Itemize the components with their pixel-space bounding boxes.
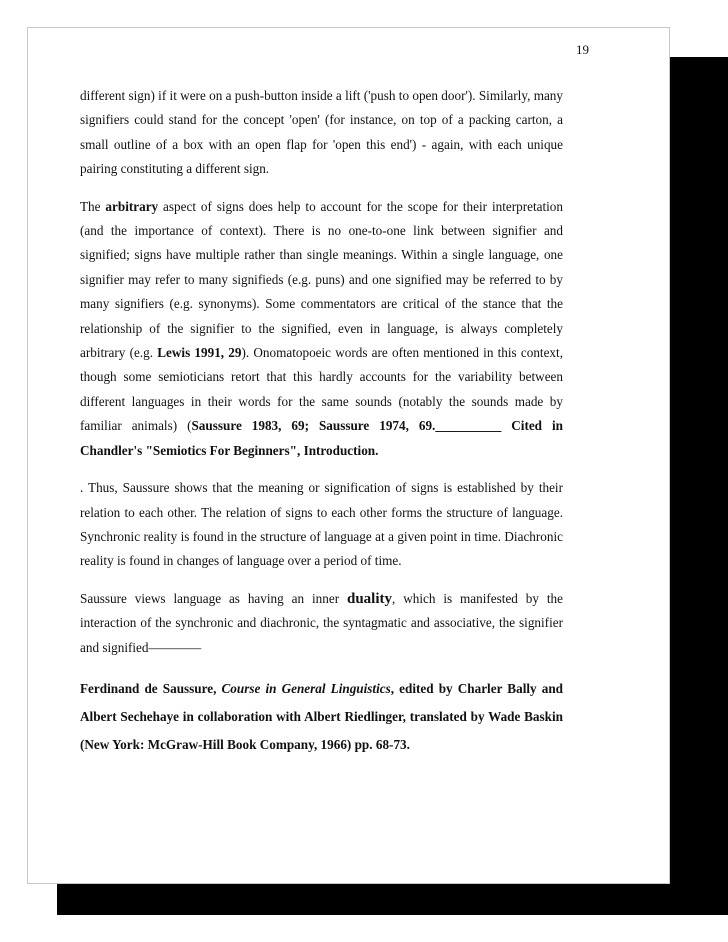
citation-saussure: Saussure 1983, 69; Saussure 1974, 69.__________ Cited in Chandler's "Semiotics For Beginners", Introduction.: [80, 418, 563, 458]
paragraph-signification: . Thus, Saussure shows that the meaning or signification of signs is established by their relation to each other. The relation of signs to each other forms the structure of language. Synchronic reality is found in the structure of language at a given point in time. Diachronic reality is found in changes of language over a period of time.: [80, 480, 563, 569]
text-run: ). Onomatopoeic words are often mentioned in this context, though some semioticians retort that this hardly accounts for the variability between different languages in their words for the same sounds (notably the sounds made by familiar animals) (: [80, 345, 563, 434]
reference-citation: [80, 675, 563, 759]
text-run: Ferdinand de Saussure,: [80, 680, 222, 696]
paragraph-continuation: different sign) if it were on a push-button inside a lift ('push to open door'). Similarly, many signifiers could stand for the concept 'open' (for instance, on top of a packing carton, a small outline of a box with an open flap for 'open this end') - again, with each unique pairing constituting a different sign.: [80, 88, 563, 177]
book-title: Course in General Linguistics: [221, 680, 391, 696]
paragraph-arbitrary: [80, 195, 563, 463]
text-run: aspect of signs does help to account for the scope for their interpretation (and the importance of context). There is no one-to-one link between signifier and signified; signs have multiple rather than single meanings. Within a single language, one signifier may refer to many signifieds (e.g. puns) and one signified may be referred to by many signifiers (e.g. synonyms). Some commentators are critical of the stance that the relationship of the signifier to the signified, even in language, is always completely arbitrary (e.g.: [80, 198, 563, 361]
text-run: The: [80, 198, 106, 214]
document-body: [80, 84, 563, 759]
paragraph-duality: [80, 587, 563, 660]
term-duality: duality: [347, 590, 393, 607]
page-number: 19: [576, 42, 589, 57]
citation-lewis: Lewis 1991, 29: [157, 345, 242, 361]
text-run: , edited by Charler Bally and Albert Sechehaye in collaboration with Albert Riedlinger, translated by Wade Baskin (New York: McGraw-Hill Book Company, 1966) pp. 68-73.: [80, 680, 563, 752]
text-run: , which is manifested by the interaction of the synchronic and diachronic, the syntagmatic and associative, the signifier and signified————: [80, 590, 564, 655]
text-run: Saussure views language as having an inner: [80, 590, 347, 606]
term-arbitrary: arbitrary: [105, 198, 159, 214]
